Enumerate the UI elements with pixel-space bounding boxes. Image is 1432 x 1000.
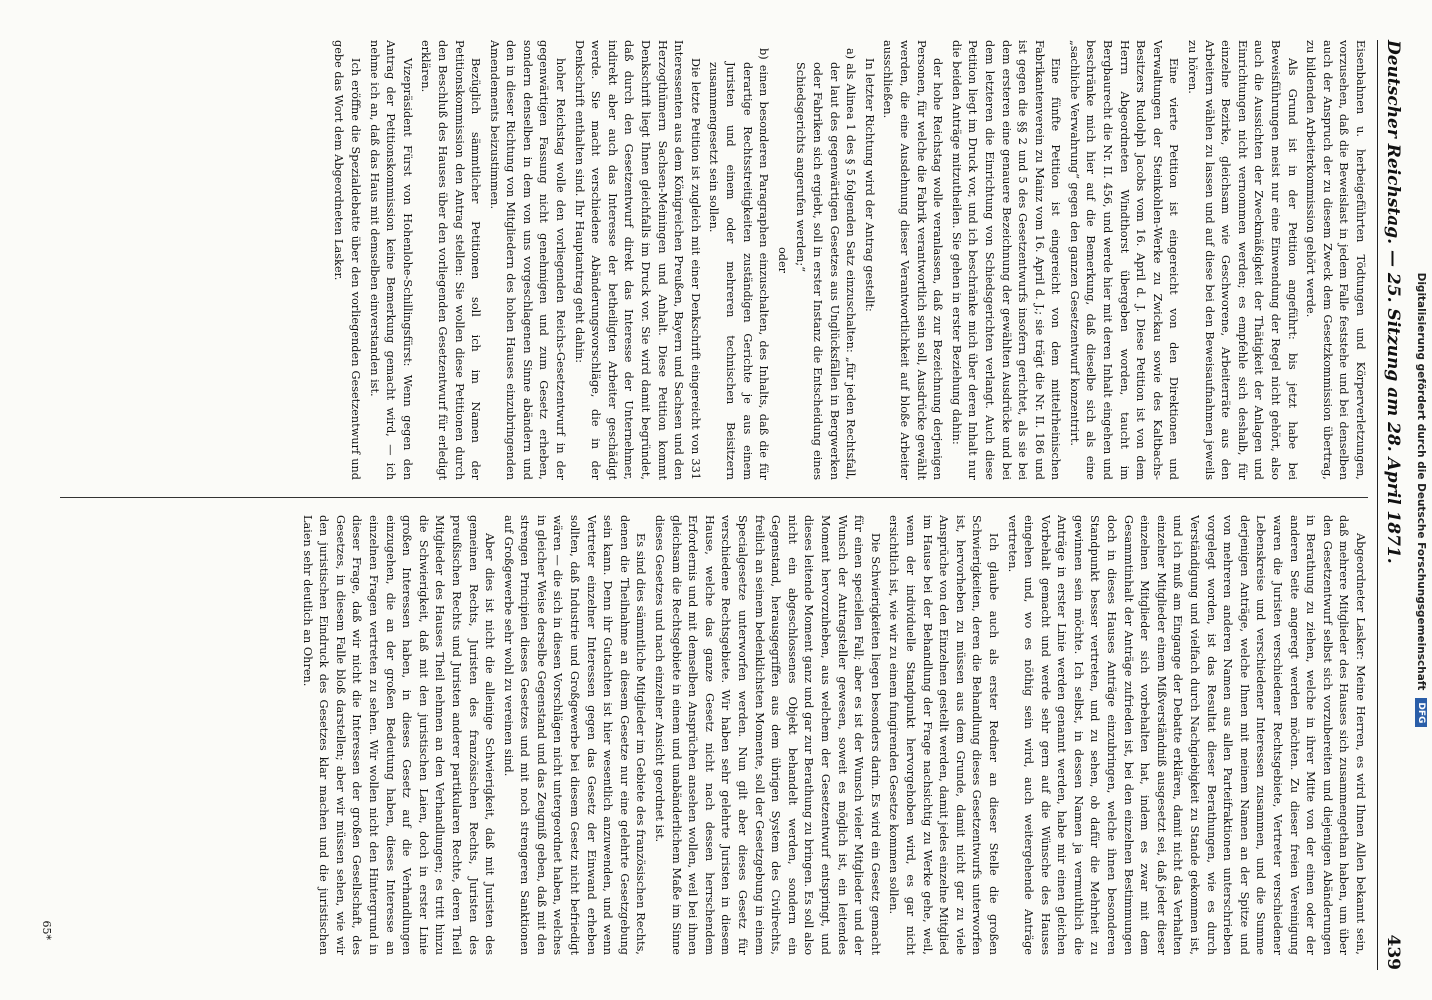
signature-mark: 65*: [40, 920, 53, 940]
paragraph: oder: [775, 246, 789, 274]
paragraph: Abgeordneter Lasker: Meine Herren, es wird Ihnen Allen bekannt sein, daß mehrere Mitglieder des Hauses sich zusammengethan haben, um über den Gesetzentwurf selbst sich vorzubereiten und diejenigen Abänderungen in Berathung zu ziehen, welche in ihrer Mitte von der einen oder der anderen Seite angeregt werden möchten. Zu dieser freien Vereinigung waren die Juristen verschiedener Rechtsgebiete, Vertreter verschiedener Lebenskreise und verschiedener Interessen zusammen, und die Summe derjenigen Anträge, welche Ihnen mit meinem Namen an der Spitze und von mehreren anderen Namen aus allen Parteifraktionen unterschrieben vorgelegt worden, ist das Resultat dieser Berathungen, wie es durch Verständigung und vielfach durch Nachgiebigkeit zu Stande gekommen ist, und ich muß am Eingange der Debatte erklären, damit nicht das Verhalten einzelner Mitglieder einem Mißverständniß ausgesetzt sei, daß jeder dieser einzelnen Mitglieder sich vorbehalten hat, indem es zwar mit dem Gesammtinhalt der Anträge zufrieden ist, bei den einzelnen Bestimmungen doch in dieses Hauses Anträge einzubringen, welche ihnen besonderen Standpunkt besser vertreten, und zu sehen, ob dafür die Mehrheit zu gewinnen sein möchte. Ich selbst, in dessen Namen ja vermuthlich die Anträge in erster Linie werden genannt werden, habe mir einen gleichen Vorbehalt gemacht und werde sehr gern auf die Wünsche des Hauses eingehen und, wo es nöthig sein wird, auch weitergehende Anträge vertreten.: [1005, 515, 1367, 955]
right-text-column: [60, 515, 1368, 955]
paragraph: Es sind dies sämmtliche Mitglieder im Gebiete des französischen Rechts, denen die Theilnahme an diesem Gesetze nur eine gelehrte Gesetzgebung sein kann. Denn ihr Gutachten ist hier wesentlich anzuwenden, und wenn Vertreter einzelner Interessen gegen das Gesetz der Einwand erheben sollten, daß Industrie und Großgewerbe bei diesem Gesetz nicht befriedigt wären — die sich in diesen Vorschlägen nicht untergeordnet haben, welches in gleicher Weise derselbe Gegenstand und das Zeugniß geben, daß mit den strengen Principien dieses Gesetzes und mit noch strengeren Sanktionen auf Großgewerbe sehr wohl zu vereinen sind.: [501, 515, 648, 955]
paragraph: hoher Reichstag wolle den vorliegenden Reichs-Gesetzentwurf in der gegenwärtigen Fassung nicht genehmigen und zum Gesetz erheben, sondern denselben in dem von uns vorgeschlagenen Sinne abändern und den in dieser Richtung von Mitgliedern des hohen Hauses einzubringenden Amendements beizustimmen.: [487, 40, 568, 480]
page-header-title: Deutscher Reichstag. — 25. Sitzung am 28. April 1871.: [1383, 40, 1403, 564]
paragraph: Ich glaube auch als erster Redner an dieser Stelle die großen Schwierigkeiten, deren die Behandlung dieses Gesetzentwurfs unterworfen ist, hervorheben zu müssen aus dem Grunde, damit nicht gar zu viele Ansprüche von den Einzelnen gestellt werden, damit jedes einzelne Mitglied im Hause bei der Behandlung der Frage nachsichtig zu Werke gehe, weil, wenn der individuelle Standpunkt hervorgehoben wird, es gar nicht ersichtlich ist, wie wir zu einem fungirenden Gesetze kommen sollen.: [887, 515, 1000, 955]
paragraph: Bezüglich sämmtlicher Petitionen soll ich im Namen der Petitionskommission den Antrag stellen: Sie wollen diese Petitionen durch den Beschluß des Hauses über den vorliegenden Gesetzentwurf für erledigt erklären.: [419, 40, 483, 480]
paragraph: Eine vierte Petition ist eingereicht von den Direktionen und Verwaltungen der Steinkohlen-Werke zu Zwickau sowie des Kaltbachs-Besitzers Rudolph Jacobs vom 16. April d. J. Diese Petition ist von dem Herrn Abgeordneten Windthorst übergeben worden, taucht im Bergbaurecht die Nr. II. 456, und werde hier mit deren Inhalt eingehen und beschränke mich hier auf die Bemerkung, daß dieselbe sich als eine „sachliche Verwahrung“ gegen den ganzen Gesetzentwurf konzentrirt.: [1067, 40, 1181, 480]
paragraph: Die letzte Petition ist zugleich mit einer Denkschrift eingereicht von 331 Interessenten aus dem Königreichen Preußen, Bayern und Sachsen und den Herzogthümern Sachsen-Meiningen und Anhalt. Diese Petition kommt Denkschrift liegt Ihnen gleichfalls im Druck vor. Sie wird damit begründet, daß durch den Gesetzentwurf direkt das Interesse der Unternehmer, indirekt aber auch das Interesse der betheiligten Arbeiter geschädigt werde. Sie macht verschiedene Abänderungsvorschläge, die in der Denkschrift enthalten sind. Ihr Hauptantrag geht dahin:: [572, 40, 702, 480]
page-header: [1377, 40, 1408, 970]
paragraph: a) als Alinea 1 des § 5 folgenden Satz einzuschalten: „für jeden Rechtsfall, der laut des gegenwärtigen Gesetzes aus Unglücksfällen in Bergwerken oder Fabriken sich ergiebt, soll in erster Instanz die Entscheidung eines Schiedsgerichts angerufen werden;“: [794, 48, 858, 480]
digitization-credit: [1414, 0, 1428, 1000]
page-number: 439: [1383, 934, 1403, 970]
dfg-logo: DFG: [1415, 698, 1427, 727]
paragraph: Die Schwierigkeiten liegen besonders darin. Es wird ein Gesetz gemacht für einen speciellen Fall; aber es ist der Wunsch vieler Mitglieder und der Wunsch der Antragsteller gewesen, soweit es möglich ist, ein leitendes Moment hervorzuheben, aus welchem der Gesetzentwurf entspringt, und dieses leitende Moment ganz und gar zur Berathung zu bringen. Es soll also nicht ein abgeschlossenes Objekt behandelt werden, sondern ein Gegenstand, herausgegriffen aus dem übrigen System des Civilrechts, freilich an seinem bedenklichsten Momente, soll der Gesetzgebung in einem Specialgesetze unterworfen werden. Nun gilt aber dieses Gesetz für verschiedene Rechtsgebiete. Wir haben sehr gelehrte Juristen in diesem Hause, welche das ganze Gesetz nicht nach dessen herrschendem Erfordernis und mit demselben Ansprüchen ansehen wollen, weil bei ihnen gleichsam die Rechtsgebiete in einem und unabänderlichem Maße im Sinne dieses Gesetzes und nach einzelner Ansicht geordnet ist.: [653, 515, 882, 955]
paragraph: Als Grund ist in der Petition angeführt: bis jetzt habe bei Beweisführungen meist nur eine Einwendung der Regel nicht gehört, also auch die Aussichten der Zweckmäßigkeit der Thätigkeit der Anlagen und Einrichtungen nicht vernommen werden; es empfehle sich deshalb, für einzelne Bezirke, gleichsam wie Geschworene, Arbeiterräte aus den Arbeitern wählen zu lassen und auf diese bei den Beweisaufnahmen jeweils zu hören.: [1186, 40, 1299, 480]
paragraph: Vizepräsident Fürst von Hohenlohe-Schillingsfürst: Wenn gegen den Antrag der Petitionskommission keine Bemerkung gemacht wird, — ich nehme ich an, daß das Haus mit demselben einverstanden ist.: [367, 40, 414, 480]
left-text-column: [60, 40, 1368, 480]
paragraph: Eine fünfte Petition ist eingereicht von dem mittelrheinischen Fabrikantenverein zu Mainz vom 16. April d. J.; sie trägt die Nr. II. 186 und ist gegen die §§ 2 und 5 des Gesetzentwurfs insofern gerichtet, als sie bei dem ersteren eine genauere Bezeichnung der gewählten Ausdrücke und bei dem letzteren die Einrichtung von Schiedsgerichten verlangt. Auch diese Petition liegt im Druck vor, und ich beschränke mich über deren Inhalt nur die beiden Anträge mitzutheilen. Sie gehen in erster Beziehung dahin:: [949, 40, 1063, 480]
paragraph: Aber dies ist nicht die alleinige Schwierigkeit, daß mit Juristen des gemeinen Rechts, Juristen des französischen Rechts, Juristen des preußischen Rechts und Juristen anderer partikularen Rechte, deren Theil Mitglieder des Hauses Theil nehmen an den Verhandlungen; es tritt hinzu die Schwierigkeit, daß mit den juristischen Laien, doch in erster Linie großen Interessen haben, in dieses Gesetz auf die Verhandlungen einzugehen, die an der großen Bedeutung haben, dieses Interesse an einzelnen Fragen vertreten zu sehen. Wir wollen nicht den Hintergrund in dieser Frage, daß wir nicht die Interessen der großen Gesellschaft, des Gesetzes, in diesem Falle bloß darstellen; aber wir müssen sehen, wie wir den juristischen Eindruck des Gesetzes klar machen und die juristischen Laien sehr deutlich an Ohren.: [300, 515, 497, 955]
paragraph: der hohe Reichstag wolle veranlassen, daß zur Bezeichnung derjenigen Personen, für welche die Fabrik verantwortlich sein soll, Ausdrücke gewählt werden, die eine Ausdehnung dieser Verantwortlichkeit auf bloße Arbeiter ausschließen.: [881, 40, 945, 480]
paragraph: b) einen besonderen Paragraphen einzuschalten, des Inhalts, daß die für derartige Rechtsstreitigkeiten zuständigen Gerichte je aus einem Juristen und einem oder mehreren technischen Beisitzern zusammengesetzt sein sollen.: [707, 48, 771, 480]
paragraph: Eisenbahnen u. herbeigeführten Tödtungen und Körperverletzungen, vorzusehen, daß die Beweislast in jedem Falle feststehe und bei denselben auch der Anspruch der zu diesem Zweck dem Gesetzkommission übertrag, zu bildenden Arbeiterkommission gehört werde.: [1304, 40, 1367, 480]
digitization-credit-text: Digitalisierung gefördert durch die Deutsche Forschungsgemeinschaft: [1415, 272, 1427, 691]
paragraph: In letzter Richtung wird der Antrag gestellt:: [862, 58, 876, 312]
column-divider: [60, 497, 1368, 498]
paragraph: Ich eröffne die Spezialdebatte über den vorliegenden Gesetzentwurf und gebe das Wort dem Abgeordneten Lasker.: [332, 40, 362, 480]
